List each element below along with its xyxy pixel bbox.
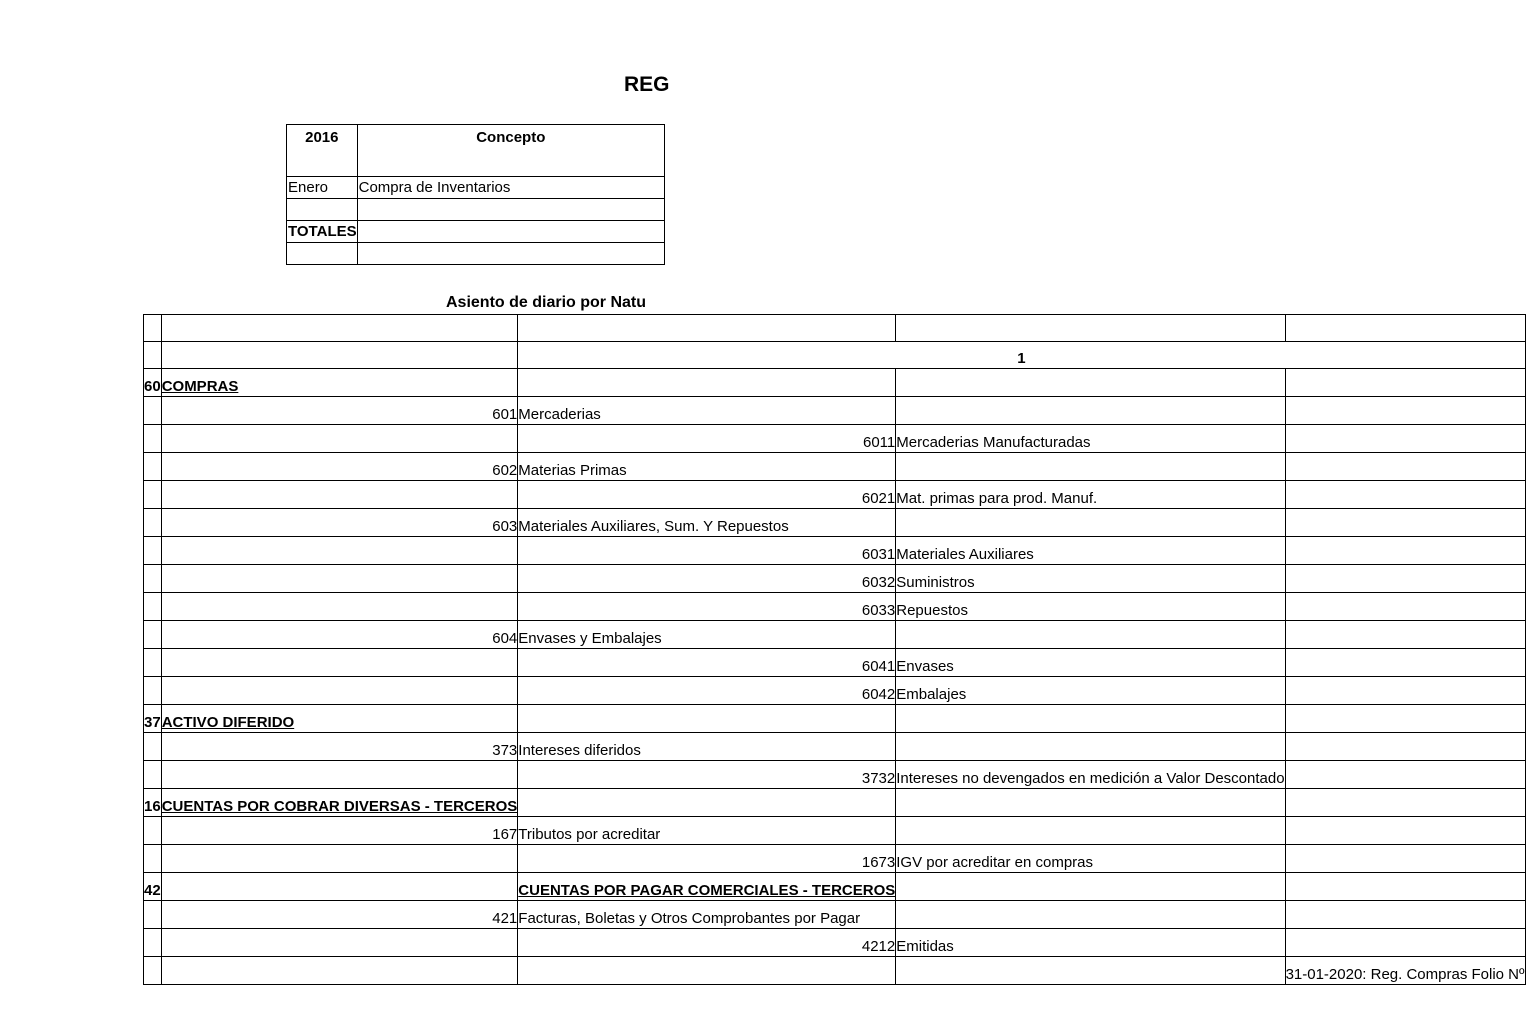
account-code-cell[interactable]: 3732 <box>518 761 896 789</box>
account-name-text: Envases <box>896 658 954 675</box>
cell[interactable] <box>896 621 1285 649</box>
cell[interactable] <box>896 789 1285 817</box>
journal-row <box>144 929 1526 957</box>
account-code-cell[interactable]: 603 <box>161 509 518 537</box>
account-name-text: Emitidas <box>896 938 954 955</box>
cell[interactable] <box>1285 537 1525 565</box>
journal-row <box>144 901 1526 929</box>
journal-column-header-row <box>144 342 1526 369</box>
account-code-cell[interactable]: 6031 <box>518 537 896 565</box>
account-name-text: Intereses diferidos <box>518 742 641 759</box>
cell[interactable] <box>1285 761 1525 789</box>
cell[interactable] <box>161 342 518 369</box>
account-name-text: Embalajes <box>896 686 967 703</box>
summary-row <box>287 243 665 265</box>
account-name-cell[interactable] <box>896 649 1285 677</box>
summary-concept-cell[interactable] <box>357 199 664 221</box>
cell[interactable] <box>144 649 162 677</box>
document-title: REG <box>624 73 670 96</box>
cell[interactable] <box>1285 481 1525 509</box>
account-code-cell[interactable]: 421 <box>161 901 518 929</box>
cell[interactable] <box>144 342 162 369</box>
summary-table <box>286 124 665 265</box>
cell[interactable] <box>518 957 896 985</box>
account-name-cell[interactable] <box>518 901 896 929</box>
cell[interactable] <box>161 425 518 453</box>
journal-row <box>144 649 1526 677</box>
journal-row <box>144 705 1526 733</box>
cell[interactable] <box>161 677 518 705</box>
account-name-cell[interactable] <box>518 873 896 901</box>
account-name-text: 31-01-2020: Reg. Compras Folio Nº <box>1285 966 1525 983</box>
cell[interactable] <box>1285 509 1525 537</box>
journal-row <box>144 845 1526 873</box>
cell[interactable] <box>896 397 1285 425</box>
cell[interactable] <box>144 537 162 565</box>
cell[interactable] <box>144 929 162 957</box>
cell[interactable] <box>144 901 162 929</box>
account-name-text: Mercaderias <box>518 406 601 423</box>
summary-month-cell[interactable]: Enero <box>287 177 358 199</box>
account-name-cell[interactable] <box>518 397 896 425</box>
summary-year-header: 2016 <box>287 125 358 177</box>
journal-row <box>144 873 1526 901</box>
cell[interactable] <box>144 397 162 425</box>
account-code-cell[interactable]: 373 <box>161 733 518 761</box>
cell[interactable] <box>144 677 162 705</box>
summary-month-cell[interactable] <box>287 199 358 221</box>
cell[interactable] <box>1285 705 1525 733</box>
account-name-cell[interactable] <box>518 733 896 761</box>
summary-totals-cell[interactable]: TOTALES <box>287 221 358 243</box>
cell[interactable] <box>144 425 162 453</box>
cell[interactable] <box>518 705 896 733</box>
account-code-cell[interactable]: 16 <box>144 789 162 817</box>
account-code-cell[interactable]: 42 <box>144 873 162 901</box>
account-code-cell[interactable]: 60 <box>144 369 162 397</box>
cell[interactable] <box>896 369 1285 397</box>
cell[interactable] <box>144 957 162 985</box>
cell[interactable] <box>144 593 162 621</box>
account-name-text: Mercaderias Manufacturadas <box>896 434 1091 451</box>
journal-row <box>144 733 1526 761</box>
summary-row <box>287 199 665 221</box>
account-name-text: Mat. primas para prod. Manuf. <box>896 490 1098 507</box>
cell[interactable] <box>144 509 162 537</box>
summary-concept-cell[interactable]: Compra de Inventarios <box>357 177 664 199</box>
account-code-cell[interactable]: 6011 <box>518 425 896 453</box>
account-name-text: IGV por acreditar en compras <box>896 854 1094 871</box>
journal-table <box>143 314 1526 985</box>
account-name-text: CUENTAS POR COBRAR DIVERSAS - TERCEROS <box>161 798 518 815</box>
account-name-cell[interactable] <box>896 425 1285 453</box>
cell[interactable] <box>518 789 896 817</box>
journal-row <box>144 509 1526 537</box>
journal-title: Asiento de diario por Natu <box>446 294 647 311</box>
cell[interactable] <box>1285 733 1525 761</box>
journal-row <box>144 369 1526 397</box>
account-name-cell[interactable] <box>518 453 896 481</box>
cell[interactable] <box>518 315 896 342</box>
account-name-text: ACTIVO DIFERIDO <box>161 714 295 731</box>
journal-row <box>144 593 1526 621</box>
summary-concept-cell[interactable] <box>357 221 664 243</box>
account-name-cell[interactable] <box>518 817 896 845</box>
account-code-cell[interactable]: 6042 <box>518 677 896 705</box>
account-name-text: Materias Primas <box>518 462 627 479</box>
cell[interactable] <box>144 817 162 845</box>
cell[interactable] <box>896 705 1285 733</box>
account-name-text: Materiales Auxiliares <box>896 546 1034 563</box>
account-name-cell[interactable] <box>896 481 1285 509</box>
account-code-cell[interactable]: 6032 <box>518 565 896 593</box>
journal-row <box>144 817 1526 845</box>
cell[interactable] <box>144 453 162 481</box>
column-number-header[interactable]: 1 <box>518 342 1525 369</box>
account-name-cell[interactable] <box>518 509 896 537</box>
journal-row <box>144 565 1526 593</box>
account-code-cell[interactable]: 1673 <box>518 845 896 873</box>
journal-row <box>144 453 1526 481</box>
journal-row <box>144 677 1526 705</box>
cell[interactable] <box>896 957 1285 985</box>
cell[interactable] <box>1285 817 1525 845</box>
account-code-cell[interactable]: 4212 <box>518 929 896 957</box>
cell[interactable] <box>1285 649 1525 677</box>
account-name-cell[interactable] <box>896 929 1285 957</box>
cell[interactable] <box>896 315 1285 342</box>
cell[interactable] <box>161 537 518 565</box>
journal-row <box>144 425 1526 453</box>
summary-row <box>287 221 665 243</box>
account-name-text: COMPRAS <box>161 378 239 395</box>
cell[interactable] <box>1285 929 1525 957</box>
account-code-cell[interactable]: 6041 <box>518 649 896 677</box>
account-name-text: Envases y Embalajes <box>518 630 662 647</box>
cell[interactable] <box>1285 369 1525 397</box>
cell[interactable] <box>1285 901 1525 929</box>
cell[interactable] <box>1285 593 1525 621</box>
cell[interactable] <box>896 873 1285 901</box>
account-name-cell[interactable] <box>1285 957 1525 985</box>
cell[interactable] <box>1285 397 1525 425</box>
cell[interactable] <box>161 481 518 509</box>
cell[interactable] <box>896 733 1285 761</box>
journal-blank-row <box>144 315 1526 342</box>
account-code-cell[interactable]: 601 <box>161 397 518 425</box>
cell[interactable] <box>1285 621 1525 649</box>
cell[interactable] <box>144 621 162 649</box>
account-code-cell[interactable]: 37 <box>144 705 162 733</box>
cell[interactable] <box>1285 789 1525 817</box>
account-code-cell[interactable]: 6021 <box>518 481 896 509</box>
account-name-cell[interactable] <box>161 369 518 397</box>
cell[interactable] <box>1285 425 1525 453</box>
cell[interactable] <box>161 761 518 789</box>
cell[interactable] <box>161 957 518 985</box>
account-code-cell[interactable]: 167 <box>161 817 518 845</box>
cell[interactable] <box>161 593 518 621</box>
account-name-text: Facturas, Boletas y Otros Comprobantes por Pagar <box>518 910 861 927</box>
account-name-text: Tributos por acreditar <box>518 826 661 843</box>
summary-concept-cell[interactable] <box>357 243 664 265</box>
summary-row <box>287 177 665 199</box>
account-name-cell[interactable] <box>896 677 1285 705</box>
account-name-text: Suministros <box>896 574 975 591</box>
cell[interactable] <box>144 733 162 761</box>
cell[interactable] <box>518 369 896 397</box>
journal-row <box>144 789 1526 817</box>
cell[interactable] <box>144 315 162 342</box>
account-name-cell[interactable] <box>896 593 1285 621</box>
cell[interactable] <box>1285 453 1525 481</box>
account-name-cell[interactable] <box>161 789 518 817</box>
cell[interactable] <box>161 929 518 957</box>
account-code-cell[interactable]: 602 <box>161 453 518 481</box>
cell[interactable] <box>896 453 1285 481</box>
account-name-cell[interactable] <box>161 705 518 733</box>
cell[interactable] <box>1285 315 1525 342</box>
journal-row <box>144 957 1526 985</box>
journal-row <box>144 537 1526 565</box>
cell[interactable] <box>161 649 518 677</box>
journal-row <box>144 397 1526 425</box>
cell[interactable] <box>161 845 518 873</box>
cell[interactable] <box>896 817 1285 845</box>
account-name-text: Materiales Auxiliares, Sum. Y Repuestos <box>518 518 789 535</box>
cell[interactable] <box>1285 845 1525 873</box>
summary-header-row <box>287 125 665 177</box>
journal-body <box>144 369 1526 985</box>
summary-month-cell[interactable] <box>287 243 358 265</box>
journal-row <box>144 761 1526 789</box>
journal-row <box>144 621 1526 649</box>
cell[interactable] <box>896 901 1285 929</box>
account-name-cell[interactable] <box>518 621 896 649</box>
cell[interactable] <box>144 481 162 509</box>
cell[interactable] <box>161 873 518 901</box>
cell[interactable] <box>144 845 162 873</box>
cell[interactable] <box>896 509 1285 537</box>
account-name-text: Repuestos <box>896 602 968 619</box>
account-name-cell[interactable] <box>896 537 1285 565</box>
summary-concept-header: Concepto <box>357 125 664 177</box>
cell[interactable] <box>161 315 518 342</box>
cell[interactable] <box>1285 873 1525 901</box>
account-name-cell[interactable] <box>896 761 1285 789</box>
account-name-cell[interactable] <box>896 845 1285 873</box>
account-name-text: Intereses no devengados en medición a Valor Descontado <box>896 770 1285 787</box>
journal-row <box>144 481 1526 509</box>
account-code-cell[interactable]: 604 <box>161 621 518 649</box>
cell[interactable] <box>144 565 162 593</box>
account-name-text: CUENTAS POR PAGAR COMERCIALES - TERCEROS <box>518 882 896 899</box>
cell[interactable] <box>1285 565 1525 593</box>
cell[interactable] <box>144 761 162 789</box>
account-name-cell[interactable] <box>896 565 1285 593</box>
account-code-cell[interactable]: 6033 <box>518 593 896 621</box>
cell[interactable] <box>1285 677 1525 705</box>
cell[interactable] <box>161 565 518 593</box>
